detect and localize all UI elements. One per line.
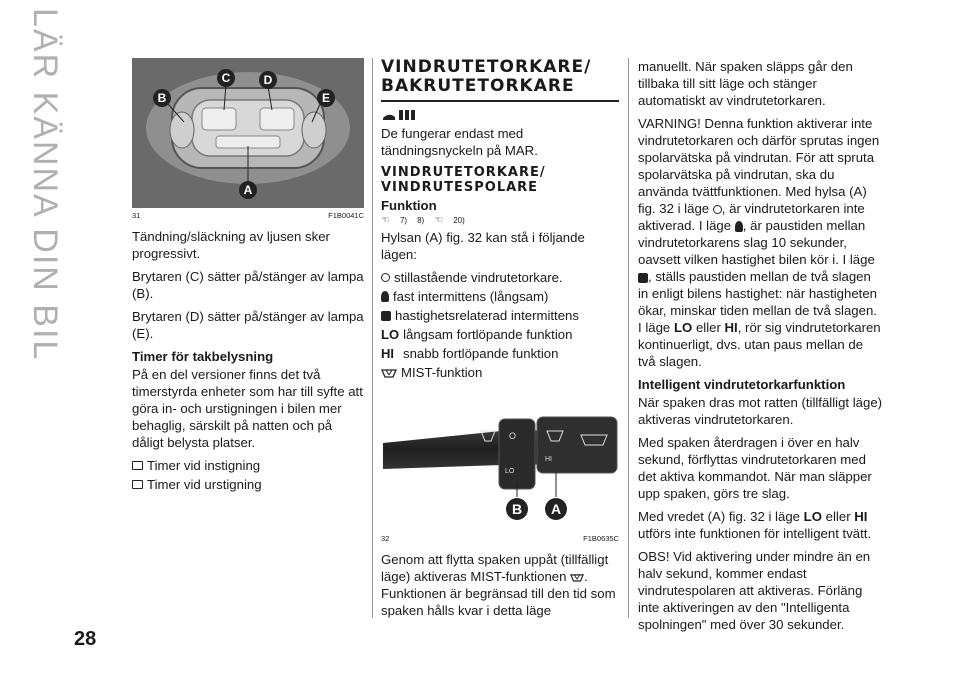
paragraph: Brytaren (D) sätter på/stänger av lampa (E). bbox=[132, 309, 364, 341]
hand-book-icon bbox=[381, 108, 421, 122]
section-heading: Intelligent vindrutetorkarfunktion bbox=[638, 377, 846, 392]
hand-icon: ☜ bbox=[381, 215, 390, 226]
paragraph: Med vredet (A) fig. 32 i läge LO eller HI utförs inte funktionen för intelligent tvätt. bbox=[638, 509, 872, 541]
mode-item: stillastående vindrutetorkare. bbox=[381, 269, 619, 286]
svg-text:C: C bbox=[221, 71, 231, 85]
hi-symbol: HI bbox=[724, 320, 738, 335]
paragraph: Tändning/släckning av ljusen sker progressivt. bbox=[132, 229, 330, 261]
section-heading: Timer för takbelysning bbox=[132, 349, 274, 364]
chapter-heading: VINDRUTETORKARE/ BAKRUTETORKARE bbox=[381, 57, 592, 96]
paragraph: Med spaken återdragen i över en halv sekund, förflyttas vindrutetorkaren med det aktiva kommandot. När man släpper upp spaken, görs tre slag. bbox=[638, 435, 872, 501]
hand-icon: ☜ bbox=[434, 215, 444, 226]
subsection-heading: Funktion bbox=[381, 198, 437, 213]
svg-text:A: A bbox=[243, 183, 253, 197]
paragraph: På en del versioner finns det två timerstyrda enheter som har till syfte att göra in- och urstigningen i bilen mer behaglig, särskilt på natten och på dåligt belysta platser. bbox=[132, 367, 363, 450]
paragraph: manuellt. När spaken släpps går den tillbaka till sitt läge och stänger automatiskt av vindrutetorkaren. bbox=[638, 59, 853, 108]
callout-e bbox=[317, 89, 335, 107]
paragraph: Hylsan (A) fig. 32 kan stå i följande lägen: bbox=[381, 230, 585, 262]
section-heading: VINDRUTETORKARE/ VINDRUTESPOLARE bbox=[381, 165, 546, 195]
callout-d bbox=[259, 71, 277, 89]
lo-symbol: LO bbox=[673, 320, 693, 335]
heading-rule bbox=[381, 100, 619, 102]
book-icon bbox=[132, 461, 143, 470]
figure-32 bbox=[381, 401, 619, 531]
figure-number: 31 bbox=[132, 211, 141, 220]
side-section-title: LÄR KÄNNA DIN BIL bbox=[26, 8, 64, 362]
warning-icons bbox=[381, 108, 619, 122]
off-circle-icon bbox=[381, 273, 390, 282]
column-3 bbox=[638, 58, 884, 639]
slow-interval-icon bbox=[735, 221, 743, 232]
mode-item: LO långsam fortlöpande funktion bbox=[381, 327, 573, 342]
figure-31 bbox=[132, 58, 364, 208]
mode-item: HI snabb fortlöpande funktion bbox=[381, 346, 559, 361]
paragraph: Genom att flytta spaken uppåt (tillfälligt läge) aktiveras MIST-funktionen . Funktionen är begränsad till den tid som spaken hålls kvar i detta läge bbox=[381, 552, 616, 618]
paragraph: OBS! Vid aktivering under mindre än en halv sekund, kommer endast vindrutespolaren att aktiveras. Förläng inte aktiveringen av den "Intelligenta spolningen" med över 30 sekunder. bbox=[638, 549, 871, 632]
paragraph: När spaken dras mot ratten (tillfälligt läge) aktiveras vindrutetorkaren. bbox=[638, 395, 883, 427]
svg-text:O: O bbox=[509, 431, 517, 441]
speed-interval-icon bbox=[638, 273, 648, 283]
ceiling-light-illustration bbox=[132, 58, 364, 208]
callout-a bbox=[239, 181, 257, 199]
mist-icon bbox=[570, 572, 584, 583]
reference-marks: ☜ 7) 8) ☜ 20) bbox=[381, 215, 465, 226]
callout-a bbox=[545, 498, 567, 520]
hi-symbol: HI bbox=[854, 509, 868, 524]
hi-symbol: HI bbox=[381, 346, 394, 361]
off-circle-icon bbox=[713, 205, 722, 214]
mode-item: MIST-funktion bbox=[381, 364, 619, 381]
callout-c bbox=[217, 69, 235, 87]
column-divider bbox=[628, 58, 629, 618]
column-divider bbox=[372, 58, 373, 618]
page-number: 28 bbox=[74, 628, 97, 650]
column-1 bbox=[132, 58, 364, 495]
slow-interval-icon bbox=[381, 291, 389, 302]
wiper-lever-illustration bbox=[381, 401, 619, 531]
svg-text:B: B bbox=[157, 91, 167, 105]
figure-code: F1B0041C bbox=[328, 211, 364, 220]
paragraph: De fungerar endast med tändningsnyckeln på MAR. bbox=[381, 126, 538, 158]
svg-text:A: A bbox=[550, 501, 562, 517]
mode-item: hastighetsrelaterad intermittens bbox=[381, 307, 619, 324]
list-item: Timer vid urstigning bbox=[132, 476, 364, 493]
figure-caption bbox=[132, 211, 364, 220]
paragraph: VARNING! Denna funktion aktiverar inte vindrutetorkaren och därför sprutas ingen spolarvätska på vindrutan. För att spruta spolarvätska på vindrutan, ska du använda tvättfunktionen. Med hylsa (A) fig. 32 i läge , är vindrutetorkaren inte aktiverad. I läge , är paustiden mellan vindrutetorkarens slag 10 sekunder, oavsett vilken hastighet bilen kör i. I läge , ställs paustiden mellan de två slagen in enligt bilens hastighet: när hastigheten ökar, minskar tiden mellan de två slagen. I läge LO eller HI, rör sig vindrutetorkaren kontinuerligt, dvs. utan paus mellan de två slagen. bbox=[638, 116, 881, 369]
book-icon bbox=[132, 480, 143, 489]
callout-b bbox=[506, 498, 528, 520]
figure-number: 32 bbox=[381, 534, 390, 543]
svg-text:HI: HI bbox=[545, 456, 552, 463]
lo-symbol: LO bbox=[803, 509, 822, 524]
svg-text:D: D bbox=[263, 73, 273, 87]
mode-item: fast intermittens (långsam) bbox=[381, 288, 619, 305]
paragraph: Brytaren (C) sätter på/stänger av lampa (B). bbox=[132, 269, 364, 301]
svg-text:E: E bbox=[321, 91, 331, 105]
mist-icon bbox=[381, 367, 397, 379]
list-item: Timer vid instigning bbox=[132, 457, 364, 474]
svg-text:LO: LO bbox=[505, 468, 515, 475]
column-2 bbox=[381, 58, 619, 625]
lo-symbol: LO bbox=[381, 327, 400, 342]
figure-caption bbox=[381, 534, 619, 543]
figure-code: F1B0635C bbox=[583, 534, 619, 543]
svg-text:B: B bbox=[511, 501, 523, 517]
callout-b bbox=[153, 89, 171, 107]
speed-interval-icon bbox=[381, 311, 391, 321]
